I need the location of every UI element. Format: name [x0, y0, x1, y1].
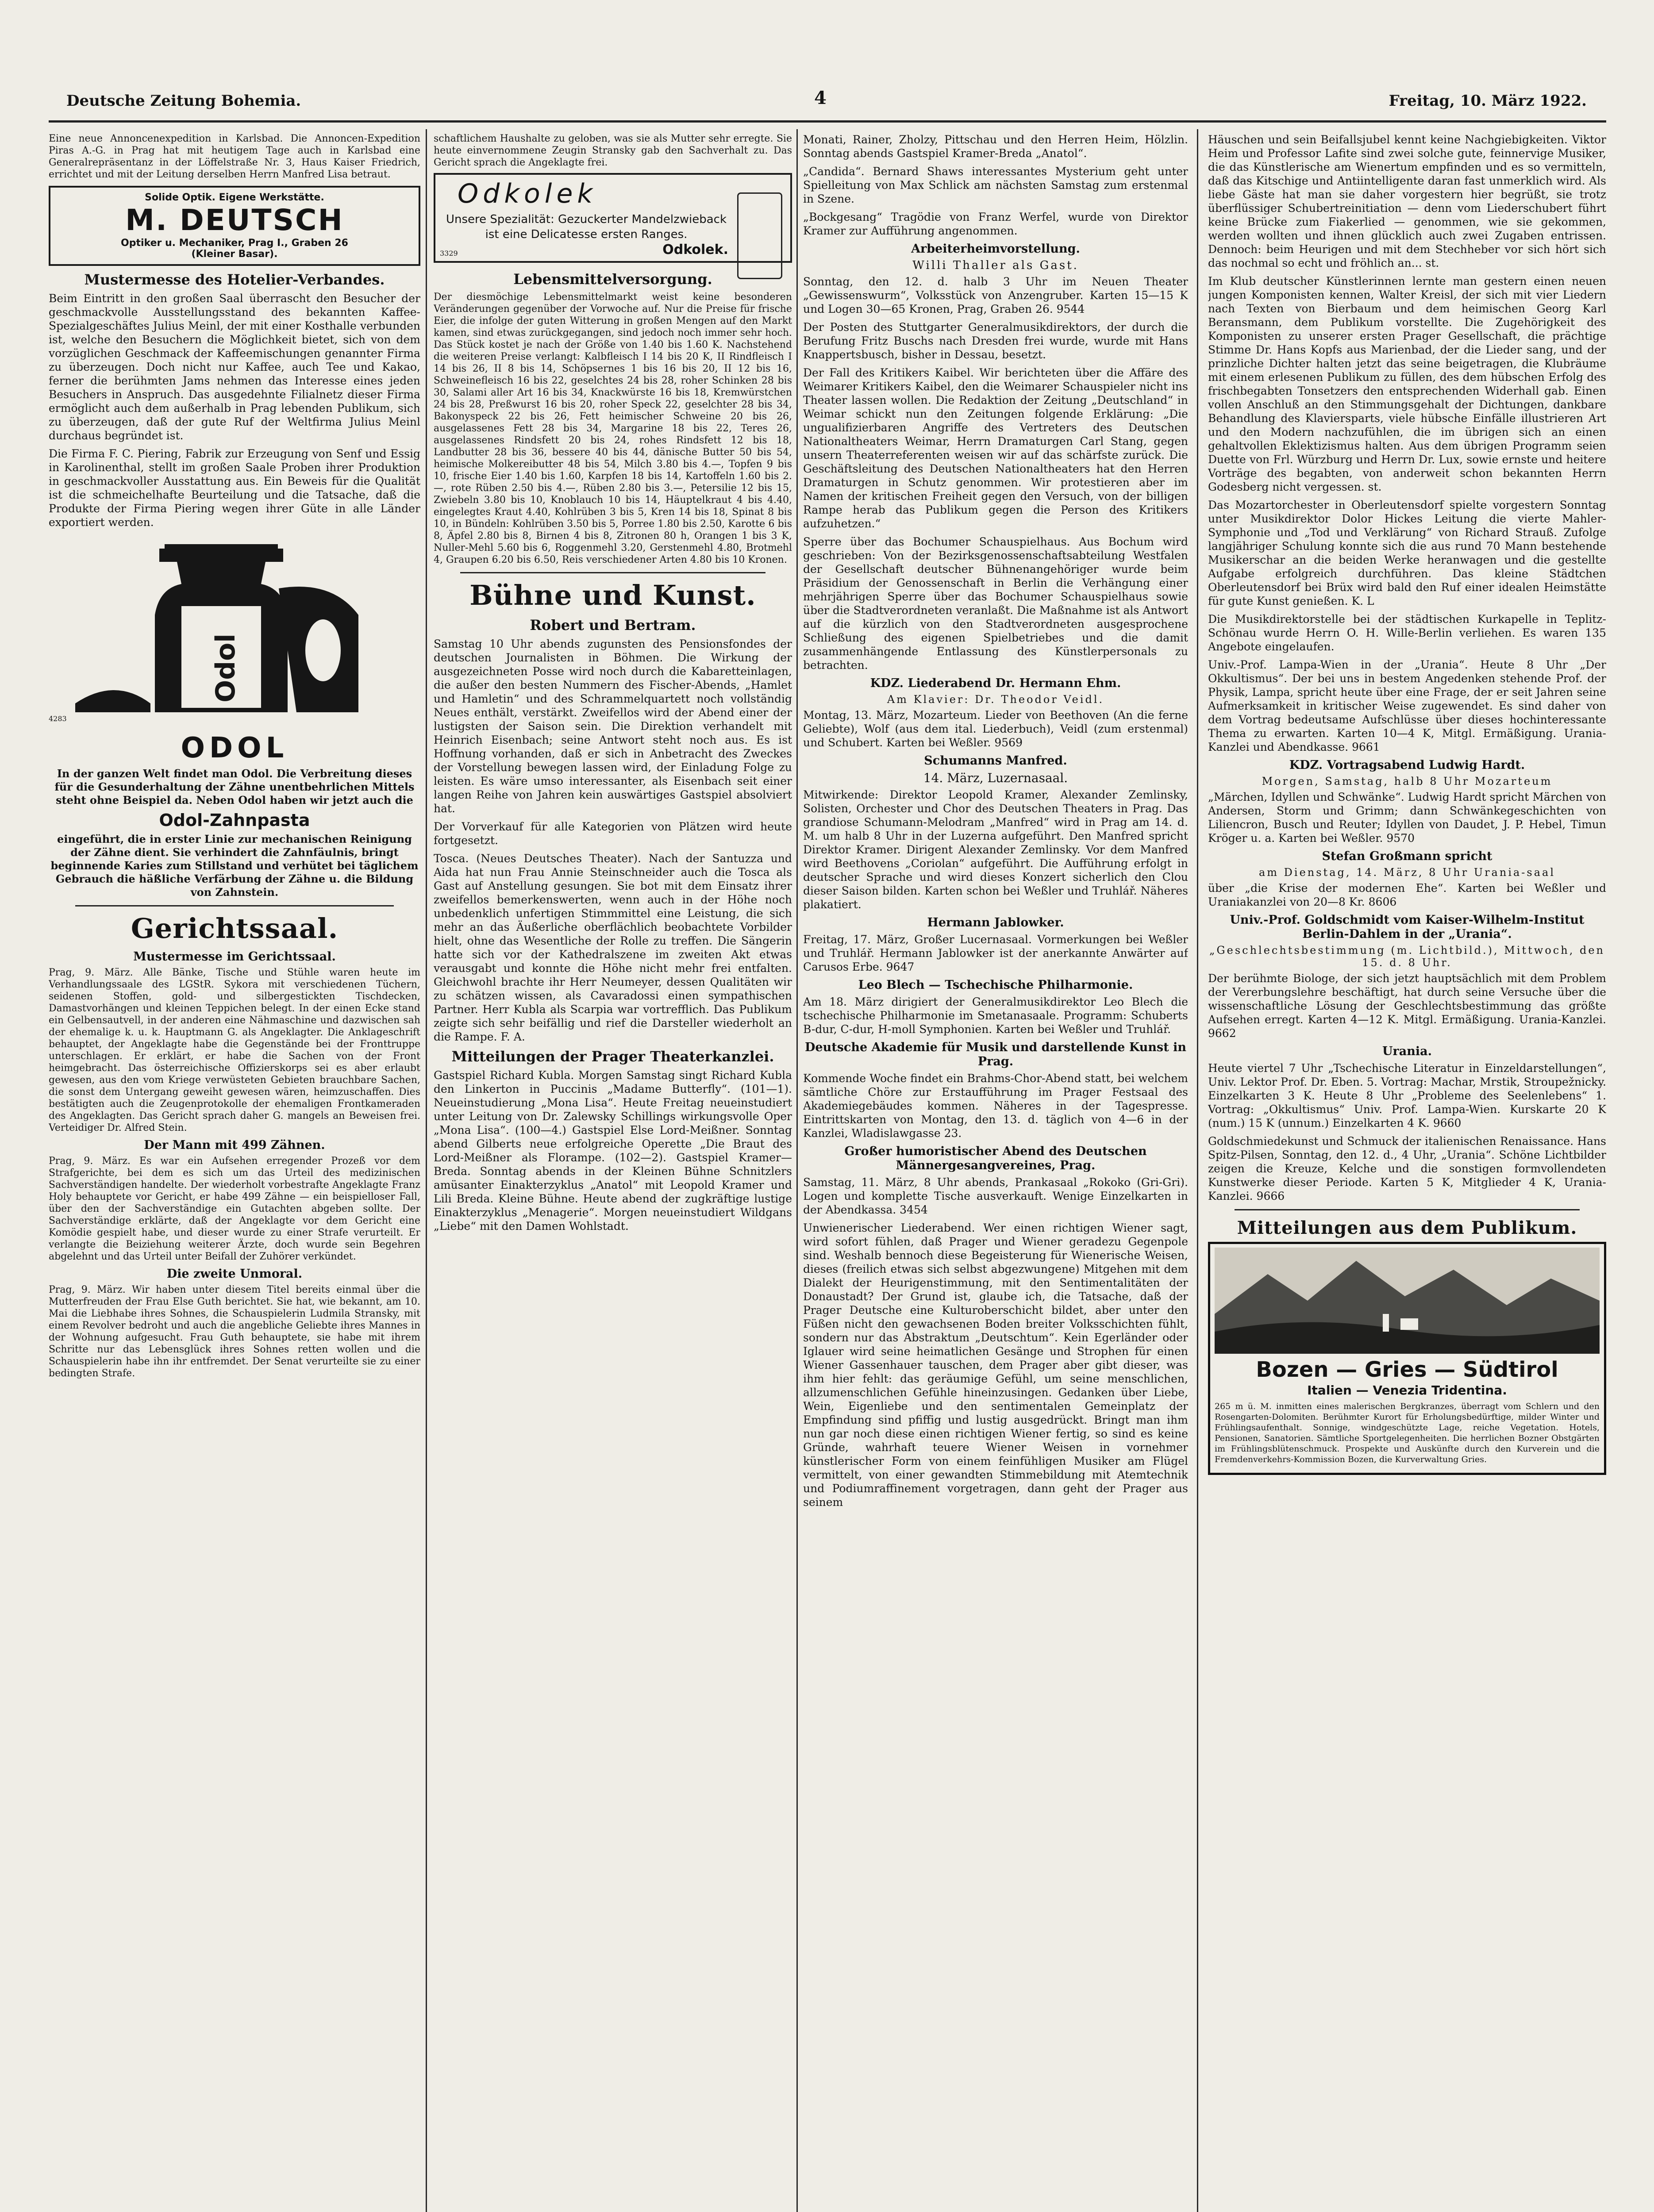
- section-buehne-und-kunst: Bühne und Kunst.: [469, 579, 756, 611]
- article-mozartorchester: Das Mozartorchester in Oberleutensdorf spielte vorgestern Sonntag unter Musikdirektor Dolor Hickes Leitung die vierte Mahler-Symphonie und „Tod und Verklärung“ von Richard Strauß. Zufolge langjähriger Schulung konnte sich die aus rund 70 Mann bestehende Musikerschar an die beiden Werke heranwagen und die gestellte Aufgabe erfolgreich durchführen. Das kleine Städtchen Oberleutensdorf bei Brüx wird bald den Ruf einer idealen Heimstätte für gute Kunst genießen. K. L: [1208, 499, 1606, 607]
- odkolek-ad-number: 3329: [440, 249, 458, 257]
- headline-goldschmidt: Univ.-Prof. Goldschmidt vom Kaiser-Wilhelm-Institut Berlin-Dahlem in der „Urania“.: [1230, 913, 1585, 941]
- article-akademie: Kommende Woche findet ein Brahms-Chor-Abend statt, bei welchem sämtliche Chöre zur Erstaufführung im Prager Festsaal des Akademiegebäudes kommen. Näheres in der Tagespresse. Eintrittskarten von Montag, den 13. d. täglich von 4—6 in der Kanzlei, Wladislawgasse 23.: [803, 1072, 1188, 1140]
- ad-deutsch-address: Optiker u. Mechaniker, Prag I., Graben 26: [121, 238, 348, 249]
- section-rule: [75, 905, 394, 906]
- odol-bottle-label: Odol: [210, 634, 241, 703]
- headline-ehm: KDZ. Liederabend Dr. Hermann Ehm.: [870, 676, 1121, 690]
- headline-mustermesse-gericht: Mustermesse im Gerichtssaal.: [133, 950, 336, 964]
- article-stuttgart: Der Posten des Stuttgarter Generalmusikdirektors, der durch die Berufung Fritz Buschs nach Dresden frei wurde, wurde mit Hans Knappertsbusch, bisher in Dessau, besetzt.: [803, 321, 1188, 361]
- issue-date: Freitag, 10. März 1922.: [1389, 92, 1587, 110]
- odkolek-brand: Odkolek.: [662, 242, 728, 257]
- odol-wordmark: ODOL: [181, 732, 288, 764]
- column-1: [49, 133, 420, 2212]
- article-lampa: Univ.-Prof. Lampa-Wien in der „Urania“. Heute 8 Uhr „Der Okkultismus“. Der bei uns in bestem Angedenken stehende Prof. der Physik, Lampa, spricht heute über eine Frage, der er seit Jahren seine Aufmerksamkeit in kritischer Weise zugewendet. Es sind daher von dem Vortrag bedeutsame Aufschlüsse über dieses hochinteressante Thema zu erwarten. Karten 10—4 K, Mitgl. Ermäßigung. Urania-Kanzlei und Abendkasse. 9661: [1208, 658, 1606, 753]
- subhead-manfred: 14. März, Luzernasaal.: [923, 771, 1068, 785]
- article-ehm: Montag, 13. März, Mozarteum. Lieder von Beethoven (An die ferne Geliebte), Wolf (aus dem ital. Liederbuch), Veidl (zum erstenmal) und Schubert. Karten bei Weßler. 9569: [803, 709, 1188, 749]
- odol-product: Odol-Zahnpasta: [159, 810, 310, 830]
- headline-theaterkanzlei: Mitteilungen der Prager Theaterkanzlei.: [451, 1048, 774, 1065]
- odol-ad-number: 4283: [49, 714, 67, 723]
- article-mustermesse-2: Die Firma F. C. Piering, Fabrik zur Erzeugung von Senf und Essig in Karolinenthal, stellt im großen Saale Proben ihrer Produktion in geschmackvoller Ausstattung aus. Ein Beweis für die Qualität ist die schmeichelhafte Beurteilung und die Tatsache, daß die Produkte der Firma Piering wegen ihrer Güte in alle Länder exportiert werden.: [49, 447, 420, 529]
- headline-manfred: Schumanns Manfred.: [924, 754, 1067, 768]
- article-kleine-buehne-cont: Monati, Rainer, Zholzy, Pittschau und den Herren Heim, Hölzlin. Sonntag abends Gastspiel Kramer-Breda „Anatol“.: [803, 133, 1188, 160]
- subhead-goldschmidt: „Geschlechtsbestimmung (m. Lichtbild.), Mittwoch, den 15. d. 8 Uhr.: [1209, 944, 1605, 969]
- ad-m-deutsch: [49, 186, 420, 266]
- headline-arbeiterheim: Arbeiterheimvorstellung.: [911, 242, 1080, 256]
- headline-hardt: KDZ. Vortragsabend Ludwig Hardt.: [1289, 758, 1525, 772]
- article-499-zaehne: Prag, 9. März. Es war ein Aufsehen erregender Prozeß vor dem Strafgerichte, bei dem es sich um das Urteil des medizinischen Sachverständigen handelte. Der wiederholt vorbestrafte Angeklagte Franz Holy behauptete vor Gericht, er habe 499 Zähne — ein beispielloser Fall, über den der Sachverständige ein Gutachten abgeben sollte. Der Sachverständige erklärte, daß der Angeklagte vor dem Gericht eine Komödie gespielt habe, und dieser wurde zu einer Strafe verurteilt. Er verlangte die Beiziehung weiterer Ärzte, doch wurde sein Begehren abgelehnt und das Urteil unter Beifall der Zuhörer verkündet.: [49, 1156, 420, 1262]
- article-klub-kuenstlerinnen: Im Klub deutscher Künstlerinnen lernte man gestern einen neuen jungen Komponisten kennen, Walter Kreisl, der sich mit vier Liedern nach Texten von Bierbaum und dem heimischen Georg Karl Beransmann, dem Publikum vorstellte. Die Zugehörigkeit des Komponisten zu unserer ersten Prager Gesellschaft, die prächtige Stimme Dr. Hans Kopfs aus Marienbad, der die Lieder sang, und der prinzliche Dichter halten jetzt das seine beigetragen, die Klubräume mit einem erlesenen Publikum zu füllen, des dem hübschen Erfolg des frischbegabten Tonsetzers den entsprechenden Widerhall gab. Einen vollen Anschluß an den Stimmungsgehalt der Dichtungen, dankbare Behandlung des Klaviersparts, viele hübsche Einfälle illustrieren Art und den Modern nachzufühlen, die im übrigen sich an einen gehaltvollen Eklektizismus halten. Aus dem übrigen Programm seien Duette von Frl. Würzburg und Herrn Dr. Lux, sowie ernste und heitere Vorträge des begabten, von anderweit schon bekannten Herrn Godesberg nicht vergessen. st.: [1208, 275, 1606, 493]
- section-rule: [1235, 1209, 1580, 1210]
- ad-deutsch-name: M. DEUTSCH: [125, 203, 344, 237]
- subhead-hardt: Morgen, Samstag, halb 8 Uhr Mozarteum: [1262, 775, 1553, 787]
- section-rule: [460, 572, 765, 573]
- bozen-subtitle: Italien — Venezia Tridentina.: [1307, 1383, 1507, 1398]
- headline-499-zaehne: Der Mann mit 499 Zähnen.: [144, 1138, 325, 1152]
- column-2: [434, 133, 792, 2212]
- odkolek-ad: [434, 173, 792, 263]
- subhead-thaller: Willi Thaller als Gast.: [912, 259, 1079, 272]
- odkolek-text: Unsere Spezialität: Gezuckerter Mandelzwieback ist eine Delicatesse ersten Ranges.: [446, 213, 727, 241]
- column-divider: [1197, 129, 1198, 2212]
- headline-maennergesang: Großer humoristischer Abend des Deutschen Männergesangvereines, Prag.: [844, 1144, 1147, 1172]
- article-bochum: Sperre über das Bochumer Schauspielhaus. Aus Bochum wird geschrieben: Von der Bezirksgenossenschaftsabteilung Westfalen der Gesellschaft deutscher Bühnenangehöriger wurde beim Präsidium der Genossenschaft in Berlin die Verhängung einer mehrjährigen Sperre über das Bochumer Schauspielhaus sowie über die Stadtverordneten veranlaßt. Die Maßnahme ist als Antwort auf die kürzlich von den Stadtverordneten ausgesprochene Schließung des eigenen Spielbetriebes und die damit zusammenhängende Entlassung des Künstlerpersonals zu betrachten.: [803, 535, 1188, 672]
- masthead: [66, 88, 1587, 114]
- section-gerichtssaal: Gerichtssaal.: [131, 912, 338, 945]
- headline-robert-und-bertram: Robert und Bertram.: [530, 617, 696, 634]
- headline-urania: Urania.: [1382, 1045, 1432, 1058]
- bozen-landscape-illustration: [1215, 1248, 1600, 1354]
- article-tosca: Tosca. (Neues Deutsches Theater). Nach der Santuzza und Aida hat nun Frau Annie Steinschneider auch die Tosca als Gast auf Anstellung gesungen. Sie bot mit dem Einsatz ihrer zweifellos bemerkenswerten, wenn auch in der Höhe noch unbedenklich unfertigen Stimmmittel eine Leistung, die sich mehr an das Äußerliche oberflächlich beobachtete Vorbilder hielt, ohne das Wesentliche der Rolle zu treffen. Die Sängerin hatte sich vor der Kathedralszene im zweiten Akt etwas verausgabt und konnte die Höhe nicht mehr frei entfalten. Gleichwohl brachte ihr Herr Neumeyer, dessen Qualitäten wir zu schätzen wissen, als Cavaradossi einen sympathischen Partner. Herr Kubla als Scarpia war vortrefflich. Das Publikum zeigte sich sehr beifällig und rief die Darsteller wiederholt an die Rampe. F. A.: [434, 852, 792, 1043]
- paper-title: Deutsche Zeitung Bohemia.: [66, 92, 301, 110]
- article-unwienerisch: Unwienerischer Liederabend. Wer einen richtigen Wiener sagt, wird sofort fühlen, daß Prager und Wiener geradezu Gegenpole sind. Weshalb bennoch diese Begeisterung für Wienerische Weisen, dieses (freilich etwas sich selbst abgezwungene) Mitgehen mit dem Dialekt der Heurigenstimmung, mit den Sentimentalitäten der Donaustadt? Der Grund ist, glaube ich, die Tatsache, daß der Prager Deutsche eine Kulturoberschicht bildet, aber unter den Füßen nicht den gewachsenen Boden breiter Volksschichten fühlt, sondern nur das Abstraktum „Deutschtum“. Kein Egerländer oder Iglauer wird seine heimatlichen Gesänge und Strophen für einen Wiener Gassenhauer tauschen, dem Prager aber gibt dieser, was ihm hier fehlt: das geräumige Gefühl, um seine menschlichen, allzumenschlichen Gefühle hineinzusingen. Gedanken über Liebe, Wein, Eigenliebe und den sentimentalen Gemeinplatz der Empfindung sind pfiffig und lustig ausgedrückt. Bringt man ihm nun gar noch diese einen richtigen Wiener fertig, so sind es keine Gründe, wahrhaft teuere Wiener Weisen in vornehmer künstlerischer Form von einem feinfühligen Musiker am Flügel vermittelt, von einer gewandten Stimmebildung mit Atemtechnik und Podiumraffinement vorgetragen, dann geht der Prager aus seinem: [803, 1221, 1188, 1509]
- article-urania: Heute viertel 7 Uhr „Tschechische Literatur in Einzeldarstellungen“, Univ. Lektor Prof. Dr. Eben. 5. Vortrag: Machar, Mrstik, Stroupežnicky. Einzelkarten 3 K. Heute 8 Uhr „Probleme des Seelenlebens“ 1. Vortrag: „Okkultismus“ Univ. Prof. Lampa-Wien. Kurskarte 20 K (num.) 15 K (unnum.) Einzelkarten 4 K. 9660: [1208, 1062, 1606, 1129]
- article-candida: „Candida“. Bernard Shaws interessantes Mysterium geht unter Spielleitung von Max Schlick am nächsten Samstag zum erstenmal in Szene.: [803, 165, 1188, 205]
- odol-ad-image: [49, 535, 420, 726]
- article-mustermesse-gericht: Prag, 9. März. Alle Bänke, Tische und Stühle waren heute im Verhandlungssaale des LGStR. Sykora mit verschiedenen Tüchern, seidenen Stoffen, gold- und silbergestickten Tischdecken, Damastvorhängen und kleinen Teppichen belegt. In der einen Ecke stand ein Gelbensautvell, in der anderen eine Nähmaschine und dazwischen sah der ehemalige k. u. k. Hauptmann G. als Angeklagter. Die Anklageschrift behauptet, der Angeklagte habe die Gegenstände bei der Fronttruppe unterschlagen. Er erklärt, er habe die Sachen von der Front heimgebracht. Das österreichische Offizierskorps sei es aber erlaubt gewesen, aus den vom Kriege verwüsteten Gebieten brauchbare Sachen, die sonst dem Untergang geweiht gewesen wären, heimzuschaffen. Dies bestätigten auch die Zeugenprotokolle der ehemaligen Frontkameraden des Angeklagten. Das Gericht sprach daher G. mangels an Beweisen frei. Verteidiger Dr. Alfred Stein.: [49, 967, 420, 1133]
- article-arbeiterheim: Sonntag, den 12. d. halb 3 Uhr im Neuen Theater „Gewissenswurm“, Volksstück von Anzengruber. Karten 15—15 K und Logen 30—65 Kronen, Prag, Graben 26. 9544: [803, 275, 1188, 315]
- headline-jablowker: Hermann Jablowker.: [927, 916, 1064, 929]
- article-blech: Am 18. März dirigiert der Generalmusikdirektor Leo Blech die tschechische Philharmonie im Smetanasaale. Programm: Schuberts B-dur, C-dur, H-moll Symphonien. Karten bei Weßler und Truhlář.: [803, 995, 1188, 1036]
- article-goldschmidt: Der berühmte Biologe, der sich jetzt hauptsächlich mit dem Problem der Vererbungslehre beschäftigt, hat durch seine Versuche über die wissenschaftliche Lösung der Geschlechtsbestimmung das größte Aufsehen erregt. Karten 4—12 K. Mitgl. Ermäßigung. Urania-Kanzlei. 9662: [1208, 972, 1606, 1040]
- article-theaterkanzlei: Gastspiel Richard Kubla. Morgen Samstag singt Richard Kubla den Linkerton in Puccinis „Madame Butterfly“. (101—1). Neueinstudierung „Mona Lisa“. Heute Freitag neueinstudiert unter Leitung von Dr. Zalewsky Schillings wirkungsvolle Oper „Mona Lisa“. (100—4.) Gastspiel Else Lord-Meißner. Sonntag abend Gilberts neue erfolgreiche Operette „Die Braut des Lord-Meißner als Florampe. (102—2). Gastspiel Kramer—Breda. Sonntag abends in der Kleinen Bühne Schnitzlers amüsanter Einakterzyklus „Anatol“ mit Leopold Kramer und Lili Breda. Kleine Bühne. Heute abend der zugkräftige lustige Einakterzyklus „Menagerie“. Morgen neueinstudiert Wildgans „Liebe“ mit den Damen Wohlstadt.: [434, 1069, 792, 1233]
- article-mustermesse-1: Beim Eintritt in den großen Saal überrascht den Besucher der geschmackvolle Ausstellungsstand des bekannten Kaffee-Spezialgeschäftes Julius Meinl, der mit einer Kosthalle verbunden ist, welche den Besuchern die Möglichkeit bietet, sich von dem vorzüglichen Geschmack der Kaffeemischungen genannter Firma zu überzeugen. Doch nicht nur Kaffee, auch Tee und Kakao, ferner die berühmten Jams nehmen das Interesse eines jeden Besuchers in Anspruch. Das ausgedehnte Filialnetz dieser Firma ermöglicht auch dem außerhalb in Prag lebenden Publikum, sich zu überzeugen, daß der gute Ruf der Weltfirma Julius Meinl durchaus begründet ist.: [49, 292, 420, 442]
- article-vorverkauf: Der Vorverkauf für alle Kategorien von Plätzen wird heute fortgesetzt.: [434, 820, 792, 847]
- article-manfred: Mitwirkende: Direktor Leopold Kramer, Alexander Zemlinsky, Solisten, Orchester und Chor des Deutschen Theaters in Prag. Das grandiose Schumann-Melodram „Manfred“ wird in Prag am 14. d. M. um halb 8 Uhr in der Luzerna aufgeführt. Den Manfred spricht Direktor Kramer. Dirigent Alexander Zemlinsky. Vor dem Manfred wird Beethovens „Coriolan“ aufgeführt. Die Aufführung erfolgt in deutscher Sprache und wird dieses Konzert sicherlich den Clou dieser Saison bilden. Karten schon bei Weßler und Truhlář. Näheres plakatiert.: [803, 788, 1188, 911]
- column-4: [1208, 133, 1606, 2212]
- article-hardt: „Märchen, Idyllen und Schwänke“. Ludwig Hardt spricht Märchen von Andersen, Storm und Grimm; dann Schwänkegeschichten von Liliencron, Busch und Reuter; Idyllen von Daudet, J. P. Hebel, Timun Kröger u. a. Karten bei Weßler. 9570: [1208, 791, 1606, 845]
- article-goldschmiedekunst: Goldschmiedekunst und Schmuck der italienischen Renaissance. Hans Spitz-Pilsen, Sonntag, den 12. d., 4 Uhr, „Urania“. Schöne Lichtbilder zeigen die Kreuze, Kelche und die sonstigen formvollendeten Kunstwerke dieser Periode. Karten 5 K, Mitglieder 4 K, Urania-Kanzlei. 9666: [1208, 1135, 1606, 1202]
- headline-zweite-unmoral: Die zweite Unmoral.: [166, 1267, 303, 1281]
- subhead-veidl: Am Klavier: Dr. Theodor Veidl.: [887, 693, 1104, 706]
- headline-lebensmittel: Lebensmittelversorgung.: [513, 271, 712, 288]
- column-3: [803, 133, 1188, 2212]
- odol-text-2: eingeführt, die in erster Linie zur mechanischen Reinigung der Zähne dient. Sie verhindert die Zahnfäulnis, bringt beginnende Karies zum Stillstand und verhütet bei täglichem Gebrauch die häßliche Verfärbung der Zähne u. die Bildung von Zahnstein.: [50, 833, 419, 899]
- odol-bottle-illustration: [49, 535, 420, 726]
- headline-mustermesse: Mustermesse des Hotelier-Verbandes.: [84, 271, 385, 288]
- bozen-ad: [1208, 1242, 1606, 1475]
- column-divider: [426, 129, 427, 2212]
- headline-mitteilungen-publikum: Mitteilungen aus dem Publikum.: [1237, 1217, 1577, 1238]
- mountain-landscape-image: [1215, 1248, 1600, 1354]
- article-liederabend-cont: Häuschen und sein Beifallsjubel kennt keine Nachgiebigkeiten. Viktor Heim und Professor Lafite sind zwei solche gute, feinnervige Musiker, die das Künstlerische am Wienertum empfinden und es so vermitteln, daß das Kitschige und Antiintelligente daran fast unmerklich wird. Als liebe Gäste hat man sie daher vorgestern hier begrüßt, sie trotz überflüssiger Schubertreinitiation — denn vom Liederschubert führt keine Brücke zum Fiakerlied — genommen, wie sie gekommen, werden wollten und ihnen glücklich auch zwei Zugaben entrissen. Dennoch: beim Heurigen und mit dem Stechheber vor sich hört sich das nochmal so echt und fröhlich an... st.: [1208, 133, 1606, 269]
- article-lebensmittel: Der diesmöchige Lebensmittelmarkt weist keine besonderen Veränderungen gegenüber der Vorwoche auf. Nur die Preise für frische Eier, die infolge der guten Witterung in großen Mengen auf den Markt kamen, sind etwas zurückgegangen, sind jedoch noch immer sehr hoch. Das Stück kostet je nach der Größe von 1.40 bis 1.60 K. Nachstehend die weiteren Preise verlangt: Kalbfleisch I 14 bis 20 K, II Rindfleisch I 14 bis 26, II 8 bis 14, Schöpsernes 1 bis 16 bis 20, II 12 bis 16, Schweinefleisch 16 bis 22, geselchtes 24 bis 28, roher Schinken 28 bis 30, Salami aller Art 16 bis 34, Knackwürste 16 bis 18, Kremwürstchen 24 bis 28, Preßwurst 16 bis 20, roher Speck 22, geselchter 28 bis 34, Bakonyspeck 22 bis 26, Fett heimischer Schweine 20 bis 26, ausgelassenes Fett 28 bis 34, Margarine 18 bis 22, Teres 26, ausgelassenes Rindsfett 20 bis 24, rohes Rindsfett 12 bis 18, Landbutter 28 bis 36, bessere 40 bis 44, dänische Butter 50 bis 54, heimische Molkereibutter 48 bis 54, Milch 3.80 bis 4.—, Topfen 9 bis 10, frische Eier 1.40 bis 1.60, Karpfen 18 bis 14, Kartoffeln 1.60 bis 2.—, rote Rüben 2.50 bis 4.—, Rüben 2.80 bis 3.—, Petersilie 12 bis 15, Zwiebeln 3.80 bis 10, Knoblauch 10 bis 14, Häuptelkraut 4 bis 4.40, eingelegtes Kraut 4.40, Kohlrüben 3 bis 5, Kren 14 bis 18, Spinat 8 bis 10, in Bündeln: Kohlrüben 3.50 bis 5, Porree 1.80 bis 2.50, Karotte 6 bis 8, Äpfel 2.80 bis 8, Birnen 4 bis 8, Zitronen 80 h, Orangen 1 bis 3 K, Nuller-Mehl 5.60 bis 6, Roggenmehl 3.20, Gerstenmehl 4.80, Brotmehl 4, Graupen 6.20 bis 6.50, Reis verschiedener Arten 4.80 bis 10 Kronen.: [434, 292, 792, 565]
- article-grossmann: über „die Krise der modernen Ehe“. Karten bei Weßler und Uraniakanzlei von 20—8 Kr. 8606: [1208, 882, 1606, 908]
- headline-grossmann: Stefan Großmann spricht: [1322, 849, 1492, 863]
- headline-akademie: Deutsche Akademie für Musik und darstellende Kunst in Prag.: [805, 1041, 1186, 1068]
- article-bockgesang: „Bockgesang“ Tragödie von Franz Werfel, wurde von Direktor Kramer zur Aufführung angenommen.: [803, 211, 1188, 237]
- subhead-grossmann: am Dienstag, 14. März, 8 Uhr Urania-saal: [1258, 866, 1556, 879]
- ad-deutsch-line1: Solide Optik. Eigene Werkstätte.: [145, 192, 324, 203]
- odol-text-1: In der ganzen Welt findet man Odol. Die Verbreitung dieses für die Gesunderhaltung der Zähne unentbehrlichen Mittels steht ohne Beispiel da. Neben Odol haben wir jetzt auch die: [54, 767, 415, 806]
- article-kaibel: Der Fall des Kritikers Kaibel. Wir berichteten über die Affäre des Weimarer Kritikers Kaibel, den die Weimarer Schauspieler nicht ins Theater lassen wollen. Die Redaktion der Zeitung „Deutschland“ in Weimar schickt nun den Zeitungen folgende Erklärung: „Die ungualifizierbaren Angriffe des Vertreters des Deutschen Nationaltheaters Weimar, Herrn Dramaturgen Carl Stang, gegen unsern Theaterreferenten weisen wir auf das schärfste zurück. Die Geschäftsleitung des Deutschen Nationaltheaters hat den Herren Dramaturgen in Schutz genommen. Wir protestieren aber im Namen der kritischen Freiheit gegen den Versuch, von der billigen Rampe herab das Publikum gegen die Person des Kritikers aufzuhetzen.“: [803, 366, 1188, 530]
- headline-blech: Leo Blech — Tschechische Philharmonie.: [858, 978, 1133, 992]
- masthead-rule: [49, 120, 1606, 123]
- article-kurkapelle: Die Musikdirektorstelle bei der städtischen Kurkapelle in Teplitz-Schönau wurde Herrn O. H. Wille-Berlin verliehen. Es waren 135 Angebote eingelaufen.: [1208, 613, 1606, 653]
- article-maennergesang: Samstag, 11. März, 8 Uhr abends, Prankasaal „Rokoko (Gri-Gri). Logen und komplette Tische ausverkauft. Wenige Einzelkarten in der Abendkassa. 3454: [803, 1176, 1188, 1216]
- bozen-title: Bozen — Gries — Südtirol: [1256, 1357, 1558, 1382]
- article-continuation: schaftlichem Haushalte zu geloben, was sie als Mutter sehr erregte. Sie heute einvernommene Zeugin Stransky gab den Sachverhalt zu. Das Gericht sprach die Angeklagte frei.: [434, 133, 792, 168]
- article-jablowker: Freitag, 17. März, Großer Lucernasaal. Vormerkungen bei Weßler und Truhlář. Hermann Jablowker ist der anerkannte Anwärter auf Carusos Erbe. 9647: [803, 933, 1188, 973]
- article-robert-und-bertram: Samstag 10 Uhr abends zugunsten des Pensionsfondes der deutschen Journalisten in Böhmen. Die Wirkung der ausgezeichneten Posse wird noch durch die Kabaretteinlagen, die außer den besten Nummern des Fischer-Abends, „Hamlet und Hamletin“ und des Schrammelquartett noch vollständig Neues enthält, verstärkt. Zweifellos wird der Abend einer der lustigsten der Saison sein. Die Direktion verhandelt mit Heinrich Eisenbach; seine Antwort steht noch aus. Es ist Hoffnung vorhanden, daß er sich in Anbetracht des Zweckes der Vorstellung bewegen lassen wird, der Einladung Folge zu leisten. Es wäre umso interessanter, als Eisenbach seit einer langen Reihe von Jahren kein auswärtiges Gastspiel absolviert hat.: [434, 637, 792, 815]
- ad-deutsch-basar: (Kleiner Basar).: [191, 249, 278, 260]
- odkolek-script-logo: Odkolek: [458, 178, 597, 209]
- bozen-text: 265 m ü. M. inmitten eines malerischen Bergkranzes, überragt vom Schlern und den Rosengarten-Dolomiten. Berühmter Kurort für Erholungsbedürftige, milder Winter und Frühlingsaufenthalt. Sonnige, windgeschützte Lage, reiche Vegetation. Hotels, Pensionen, Sanatorien. Sämtliche Sportgelegenheiten. Die herrlichen Bozner Obstgärten im Frühlingsblütenschmuck. Prospekte und Auskünfte durch den Kurverein und die Fremdenverkehrs-Kommission Bozen, die Kurverwaltung Gries.: [1215, 1402, 1600, 1464]
- page-number: 4: [814, 88, 827, 108]
- notice-karlsbad: Eine neue Annoncenexpedition in Karlsbad. Die Annoncen-Expedition Piras A.-G. in Prag hat mit heutigem Tage auch in Karlsbad eine Generalrepräsentanz in der Löffelstraße Nr. 3, Haus Kaiser Friedrich, errichtet und mit der Leitung derselben Herrn Manfred Lisa betraut.: [49, 133, 420, 180]
- article-zweite-unmoral: Prag, 9. März. Wir haben unter diesem Titel bereits einmal über die Mutterfreuden der Frau Else Guth berichtet. Sie hat, wie bekannt, am 10. Mai die Liebhabe ihres Sohnes, die Schauspielerin Ludmila Stransky, mit einem Revolver bedroht und auch die angebliche Geliebte ihres Mannes in der Wohnung aufgesucht. Frau Guth behauptete, sie habe mit ihrem Schritte nur das Lebensglück ihres Sohnes retten wollen und die Schauspielerin habe ihn ihr entfremdet. Der Senat verurteilte sie zu einer bedingten Strafe.: [49, 1284, 420, 1379]
- column-divider: [796, 129, 798, 2212]
- odkolek-seal-emblem: [737, 192, 782, 279]
